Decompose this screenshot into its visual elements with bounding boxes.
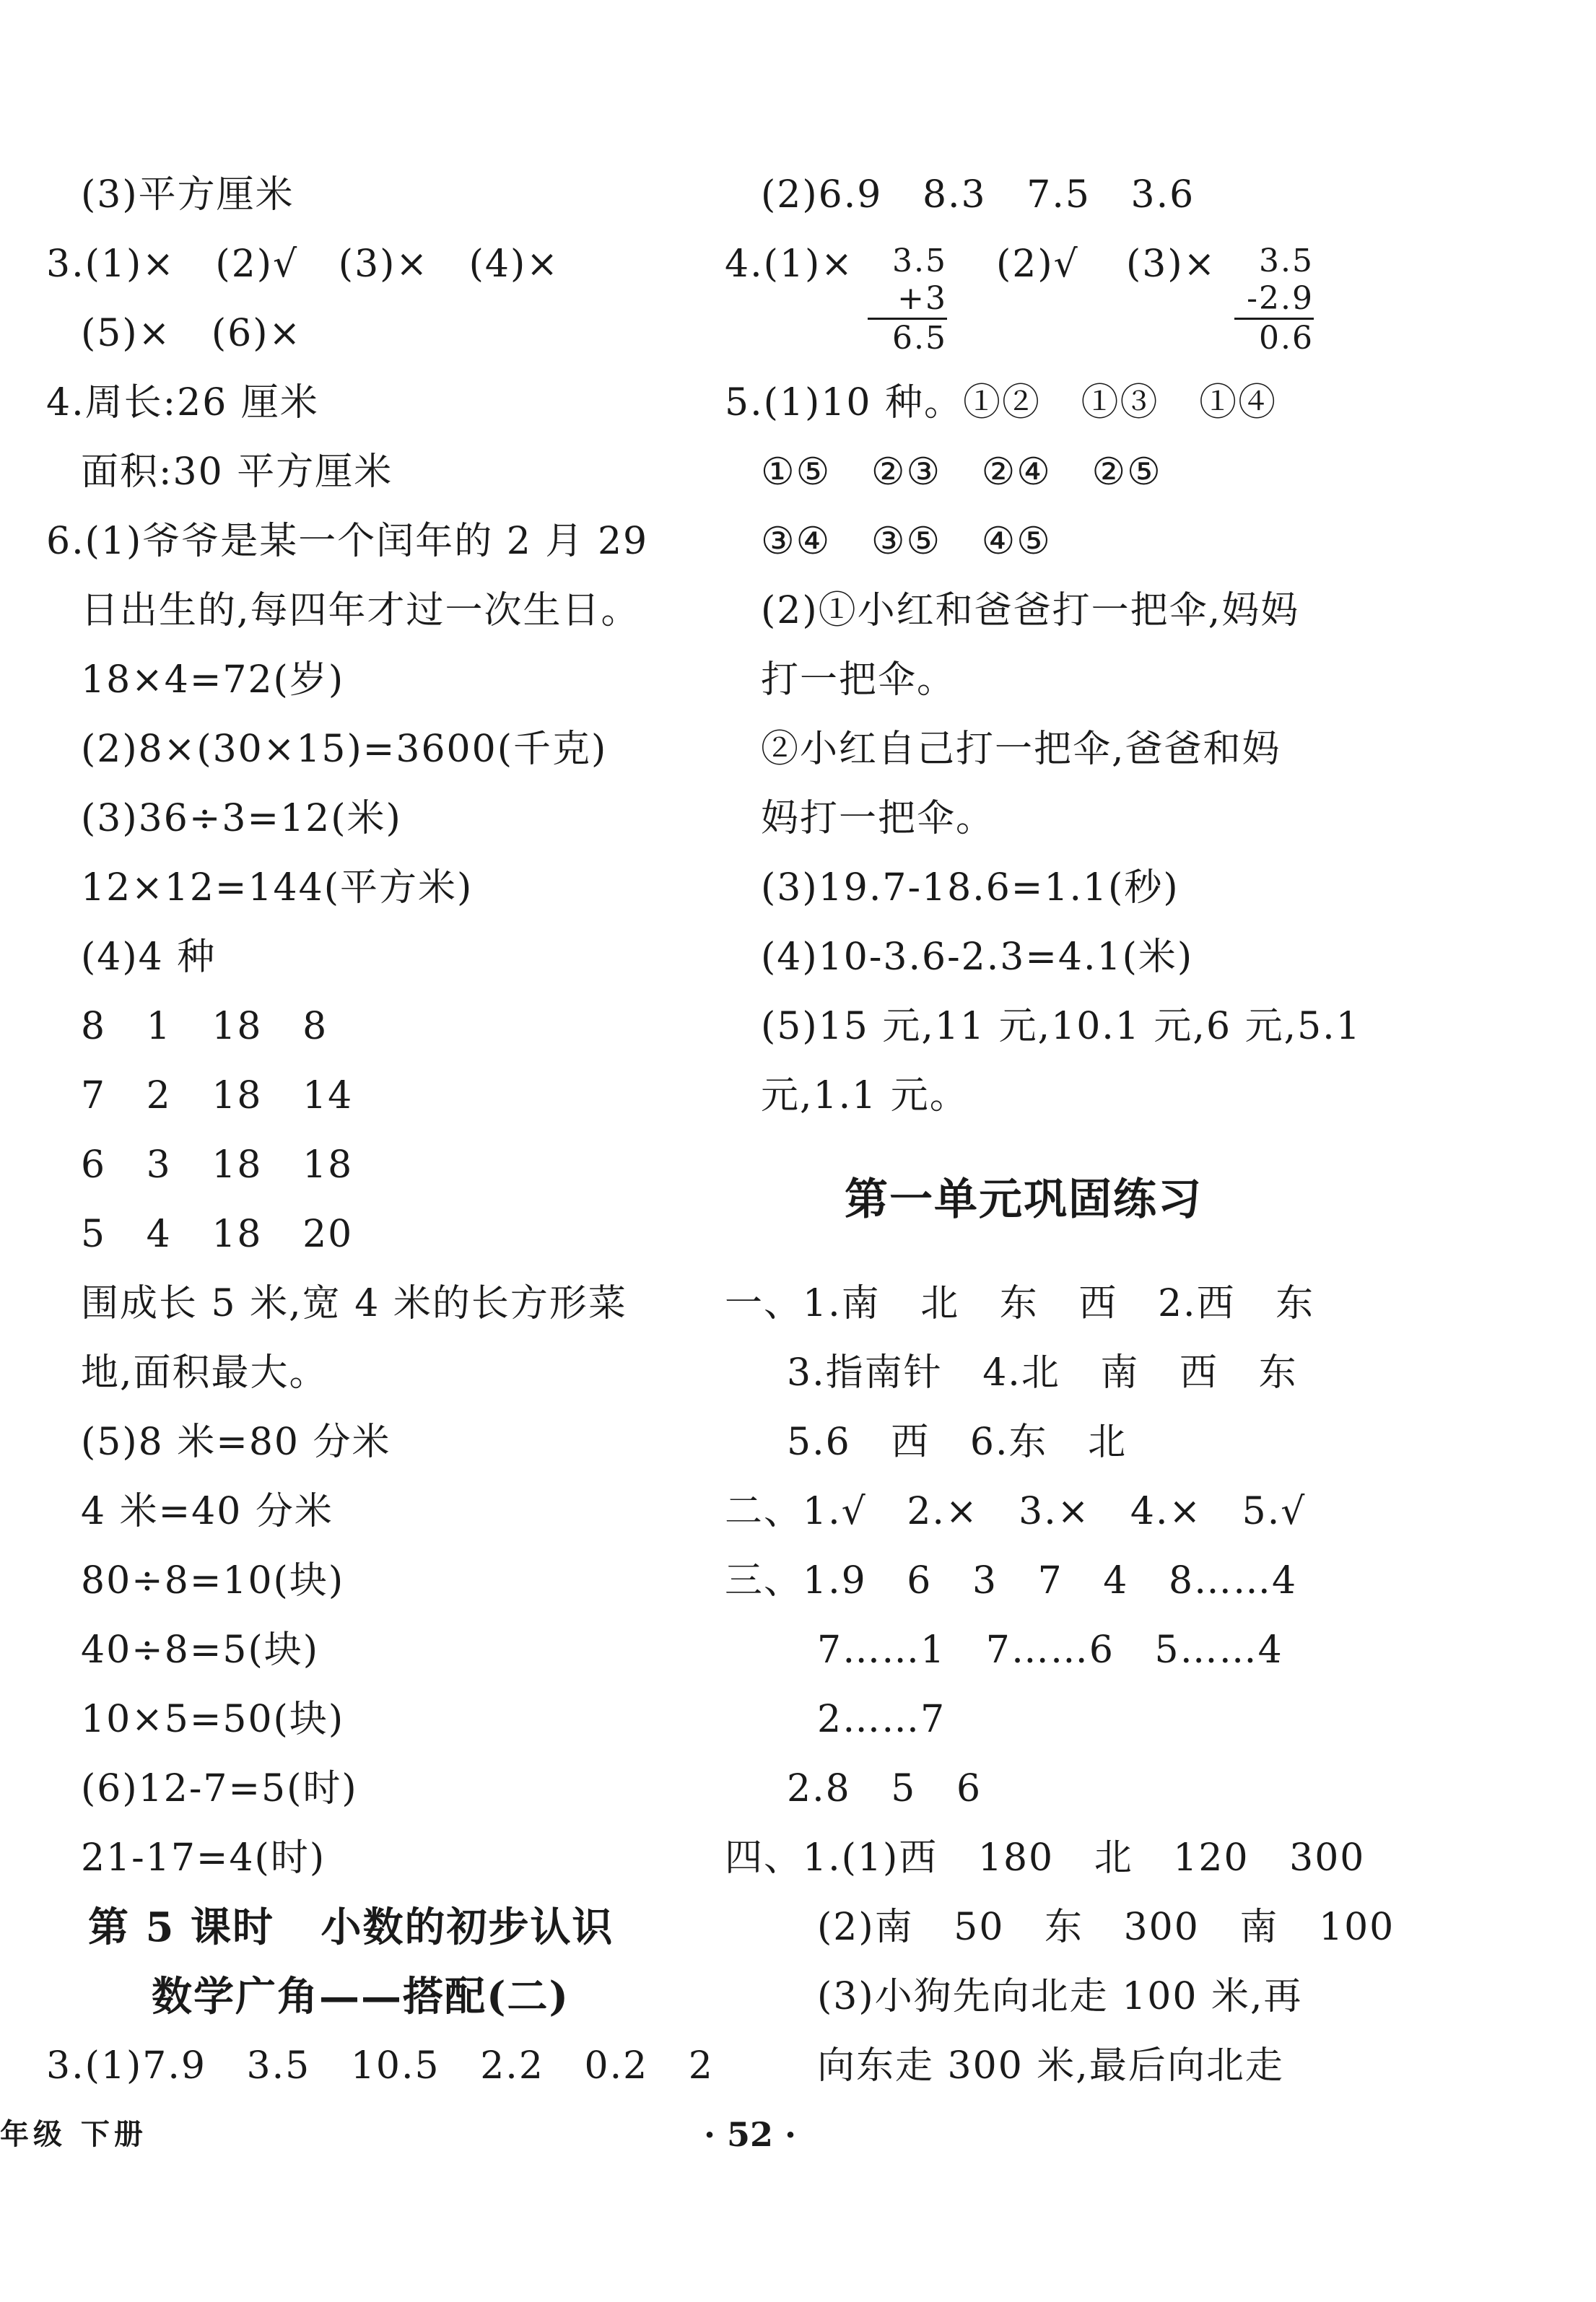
text-line: (4)10-3.6-2.3=4.1(米) bbox=[761, 936, 1194, 979]
text-line: 12×12=144(平方米) bbox=[81, 866, 474, 910]
text-line: 元,1.1 元。 bbox=[761, 1074, 969, 1117]
table-row: 6 3 18 18 bbox=[81, 1143, 354, 1187]
text-line: 5.(1)10 种。①② ①③ ①④ bbox=[725, 381, 1278, 424]
text-line: (3)× bbox=[1126, 243, 1217, 286]
sum-result: 6.5 bbox=[892, 320, 947, 357]
text-line: ①⑤ ②③ ②④ ②⑤ bbox=[761, 450, 1162, 494]
text-line: 6.(1)爷爷是某一个闰年的 2 月 29 bbox=[46, 520, 649, 563]
text-line: (2)南 50 东 300 南 100 bbox=[817, 1906, 1395, 1949]
table-row: 8 1 18 8 bbox=[81, 1005, 328, 1048]
text-line: ②小红自己打一把伞,爸爸和妈 bbox=[761, 728, 1281, 771]
text-line: (5)× (6)× bbox=[81, 312, 302, 355]
text-line: 4 米=40 分米 bbox=[81, 1490, 333, 1533]
section-heading: 第 5 课时 小数的初步认识 bbox=[88, 1904, 614, 1951]
text-line: (5)8 米=80 分米 bbox=[81, 1421, 391, 1464]
vertical-subtraction bbox=[1234, 243, 1314, 357]
text-line: (2)8×(30×15)=3600(千克) bbox=[81, 728, 608, 771]
text-line: 5.6 西 6.东 北 bbox=[787, 1421, 1128, 1464]
text-line: 4.周长:26 厘米 bbox=[46, 381, 319, 424]
unit-heading: 第一单元巩固练习 bbox=[845, 1174, 1203, 1225]
vertical-addition bbox=[868, 243, 947, 357]
difference-result: 0.6 bbox=[1259, 320, 1314, 357]
table-row: 5 4 18 20 bbox=[81, 1213, 354, 1256]
text-line: (2)6.9 8.3 7.5 3.6 bbox=[761, 173, 1195, 217]
text-line: 四、1.(1)西 180 北 120 300 bbox=[725, 1836, 1366, 1880]
subtrahend: -2.9 bbox=[1247, 280, 1314, 317]
table-row: 7 2 18 14 bbox=[81, 1074, 354, 1117]
text-line: 3.指南针 4.北 南 西 东 bbox=[787, 1351, 1298, 1395]
text-line: 打一把伞。 bbox=[761, 658, 956, 702]
text-line: 妈打一把伞。 bbox=[761, 797, 995, 840]
text-line: 4.(1)× bbox=[725, 243, 854, 286]
text-line: (5)15 元,11 元,10.1 元,6 元,5.1 bbox=[761, 1005, 1361, 1048]
text-line: 日出生的,每四年才过一次生日。 bbox=[81, 589, 640, 632]
text-line: 地,面积最大。 bbox=[81, 1351, 328, 1395]
text-line: 40÷8=5(块) bbox=[81, 1629, 320, 1672]
text-line: 3.(1)7.9 3.5 10.5 2.2 0.2 2 bbox=[46, 2044, 714, 2088]
text-line: 二、1.√ 2.× 3.× 4.× 5.√ bbox=[725, 1490, 1307, 1533]
text-line: (3)19.7-18.6=1.1(秒) bbox=[761, 866, 1179, 910]
text-line: (2)①小红和爸爸打一把伞,妈妈 bbox=[761, 589, 1300, 632]
text-line: 向东走 300 米,最后向北走 bbox=[817, 2044, 1284, 2088]
text-line: (3)平方厘米 bbox=[81, 173, 295, 217]
text-line: 一、1.南 北 东 西 2.西 东 bbox=[725, 1282, 1315, 1325]
page-number: · 52 · bbox=[704, 2115, 797, 2154]
text-line: (6)12-7=5(时) bbox=[81, 1767, 358, 1810]
text-line: (2)√ bbox=[996, 243, 1079, 286]
text-line: 18×4=72(岁) bbox=[81, 658, 345, 702]
addend-bottom: +3 bbox=[897, 280, 947, 317]
minuend: 3.5 bbox=[1259, 243, 1314, 279]
text-line: 80÷8=10(块) bbox=[81, 1559, 345, 1603]
text-line: 面积:30 平方厘米 bbox=[81, 450, 393, 494]
text-line: ③④ ③⑤ ④⑤ bbox=[761, 520, 1052, 563]
text-line: 21-17=4(时) bbox=[81, 1836, 326, 1880]
text-line: 围成长 5 米,宽 4 米的长方形菜 bbox=[81, 1282, 627, 1325]
text-line: 10×5=50(块) bbox=[81, 1698, 345, 1741]
text-line: (4)4 种 bbox=[81, 936, 217, 979]
text-line: 7……1 7……6 5……4 bbox=[817, 1629, 1283, 1672]
text-line: 3.(1)× (2)√ (3)× (4)× bbox=[46, 243, 559, 286]
text-line: (3)小狗先向北走 100 米,再 bbox=[817, 1975, 1303, 2018]
addend-top: 3.5 bbox=[892, 243, 947, 279]
text-line: (3)36÷3=12(米) bbox=[81, 797, 402, 840]
section-heading: 数学广角——搭配(二) bbox=[152, 1973, 570, 2020]
text-line: 2.8 5 6 bbox=[787, 1767, 982, 1810]
footer-grade-label: 年级 下册 bbox=[0, 2117, 147, 2151]
text-line: 三、1.9 6 3 7 4 8……4 bbox=[725, 1559, 1298, 1603]
text-line: 2……7 bbox=[817, 1698, 946, 1741]
